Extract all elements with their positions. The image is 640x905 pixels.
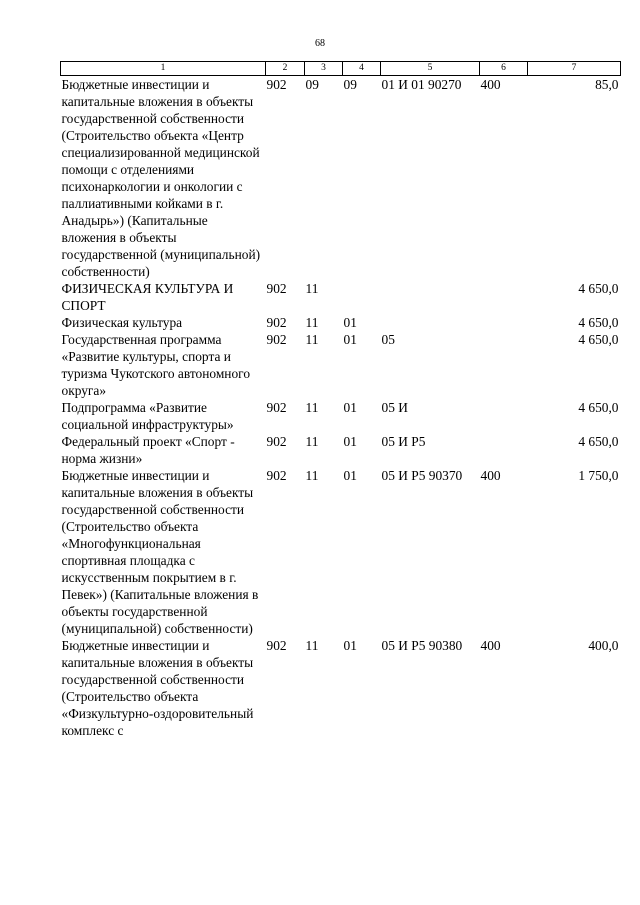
row-gr: 902 xyxy=(266,468,287,483)
table-row xyxy=(61,76,621,281)
row-gr: 902 xyxy=(266,332,287,347)
page-number: 68 xyxy=(315,38,325,49)
header-row xyxy=(61,62,621,76)
column-header-vr: 6 xyxy=(480,62,528,76)
row-amount: 4 650,0 xyxy=(578,281,619,296)
row-rz: 11 xyxy=(305,638,319,653)
row-pr: 01 xyxy=(343,332,357,347)
row-amount: 4 650,0 xyxy=(578,434,619,449)
row-name: Бюджетные инвестиции и капитальные вложения в объекты государственной собственности (Строительство объекта «Центр специализированной медицинской помощи с отделениями психонаркологии и онкологии с паллиативными койками в г. Анадырь») (Капитальные вложения в объекты государственной (муниципальной) собственности) xyxy=(61,77,261,279)
table-row xyxy=(61,280,621,314)
column-header-rz: 3 xyxy=(305,62,343,76)
row-name: Физическая культура xyxy=(61,315,183,330)
row-vr: 400 xyxy=(480,638,501,653)
row-rz: 11 xyxy=(305,315,319,330)
row-amount: 4 650,0 xyxy=(578,315,619,330)
row-rz: 11 xyxy=(305,332,319,347)
row-amount: 1 750,0 xyxy=(578,468,619,483)
column-header-csr: 5 xyxy=(381,62,480,76)
row-gr: 902 xyxy=(266,315,287,330)
row-csr: 05 И Р5 90380 xyxy=(381,638,463,653)
row-pr: 09 xyxy=(343,77,357,92)
row-vr xyxy=(480,314,528,331)
row-rz: 11 xyxy=(305,400,319,415)
row-csr: 01 И 01 90270 xyxy=(381,77,462,92)
row-csr: 05 И Р5 xyxy=(381,434,426,449)
row-amount: 4 650,0 xyxy=(578,332,619,347)
row-vr xyxy=(480,399,528,433)
column-header-name: 1 xyxy=(61,62,266,76)
table-row xyxy=(61,433,621,467)
row-name: Бюджетные инвестиции и капитальные вложения в объекты государственной собственности (Строительство объекта «Многофункциональная спортивная площадка с искусственным покрытием в г. Певек») (Капитальные вложения в объекты государственной (муниципальной) собственности) xyxy=(61,468,259,636)
table-body xyxy=(61,76,621,740)
row-amount: 85,0 xyxy=(595,77,619,92)
table-row xyxy=(61,314,621,331)
row-rz: 11 xyxy=(305,434,319,449)
row-gr: 902 xyxy=(266,77,287,92)
row-name: Бюджетные инвестиции и капитальные вложения в объекты государственной собственности (Строительство объекта «Физкультурно-оздоровительный комплекс с xyxy=(61,638,254,738)
row-pr: 01 xyxy=(343,434,357,449)
row-vr: 400 xyxy=(480,77,501,92)
row-pr: 01 xyxy=(343,468,357,483)
row-pr: 01 xyxy=(343,315,357,330)
row-vr: 400 xyxy=(480,468,501,483)
row-gr: 902 xyxy=(266,434,287,449)
row-name: Государственная программа «Развитие культуры, спорта и туризма Чукотского автономного округа» xyxy=(61,332,251,398)
row-rz: 09 xyxy=(305,77,319,92)
row-gr: 902 xyxy=(266,400,287,415)
row-name: Федеральный проект «Спорт - норма жизни» xyxy=(61,434,235,466)
row-csr: 05 xyxy=(381,332,395,347)
row-gr: 902 xyxy=(266,281,287,296)
budget-table xyxy=(60,61,621,739)
row-csr: 05 И Р5 90370 xyxy=(381,468,463,483)
row-amount: 4 650,0 xyxy=(578,400,619,415)
row-gr: 902 xyxy=(266,638,287,653)
column-header-gr: 2 xyxy=(266,62,305,76)
table-header xyxy=(61,62,621,76)
row-vr xyxy=(480,280,528,314)
column-header-pr: 4 xyxy=(343,62,381,76)
row-amount: 400,0 xyxy=(588,638,619,653)
row-vr xyxy=(480,433,528,467)
table-row xyxy=(61,637,621,739)
row-csr xyxy=(381,280,480,314)
row-rz: 11 xyxy=(305,468,319,483)
row-name: ФИЗИЧЕСКАЯ КУЛЬТУРА И СПОРТ xyxy=(61,281,234,313)
row-csr: 05 И xyxy=(381,400,408,415)
row-rz: 11 xyxy=(305,281,319,296)
row-pr: 01 xyxy=(343,400,357,415)
row-pr: 01 xyxy=(343,638,357,653)
column-header-amount: 7 xyxy=(528,62,621,76)
table-row xyxy=(61,399,621,433)
table-row xyxy=(61,467,621,637)
row-pr xyxy=(343,280,381,314)
table-row xyxy=(61,331,621,399)
row-name: Подпрограмма «Развитие социальной инфраструктуры» xyxy=(61,400,234,432)
row-vr xyxy=(480,331,528,399)
row-csr xyxy=(381,314,480,331)
